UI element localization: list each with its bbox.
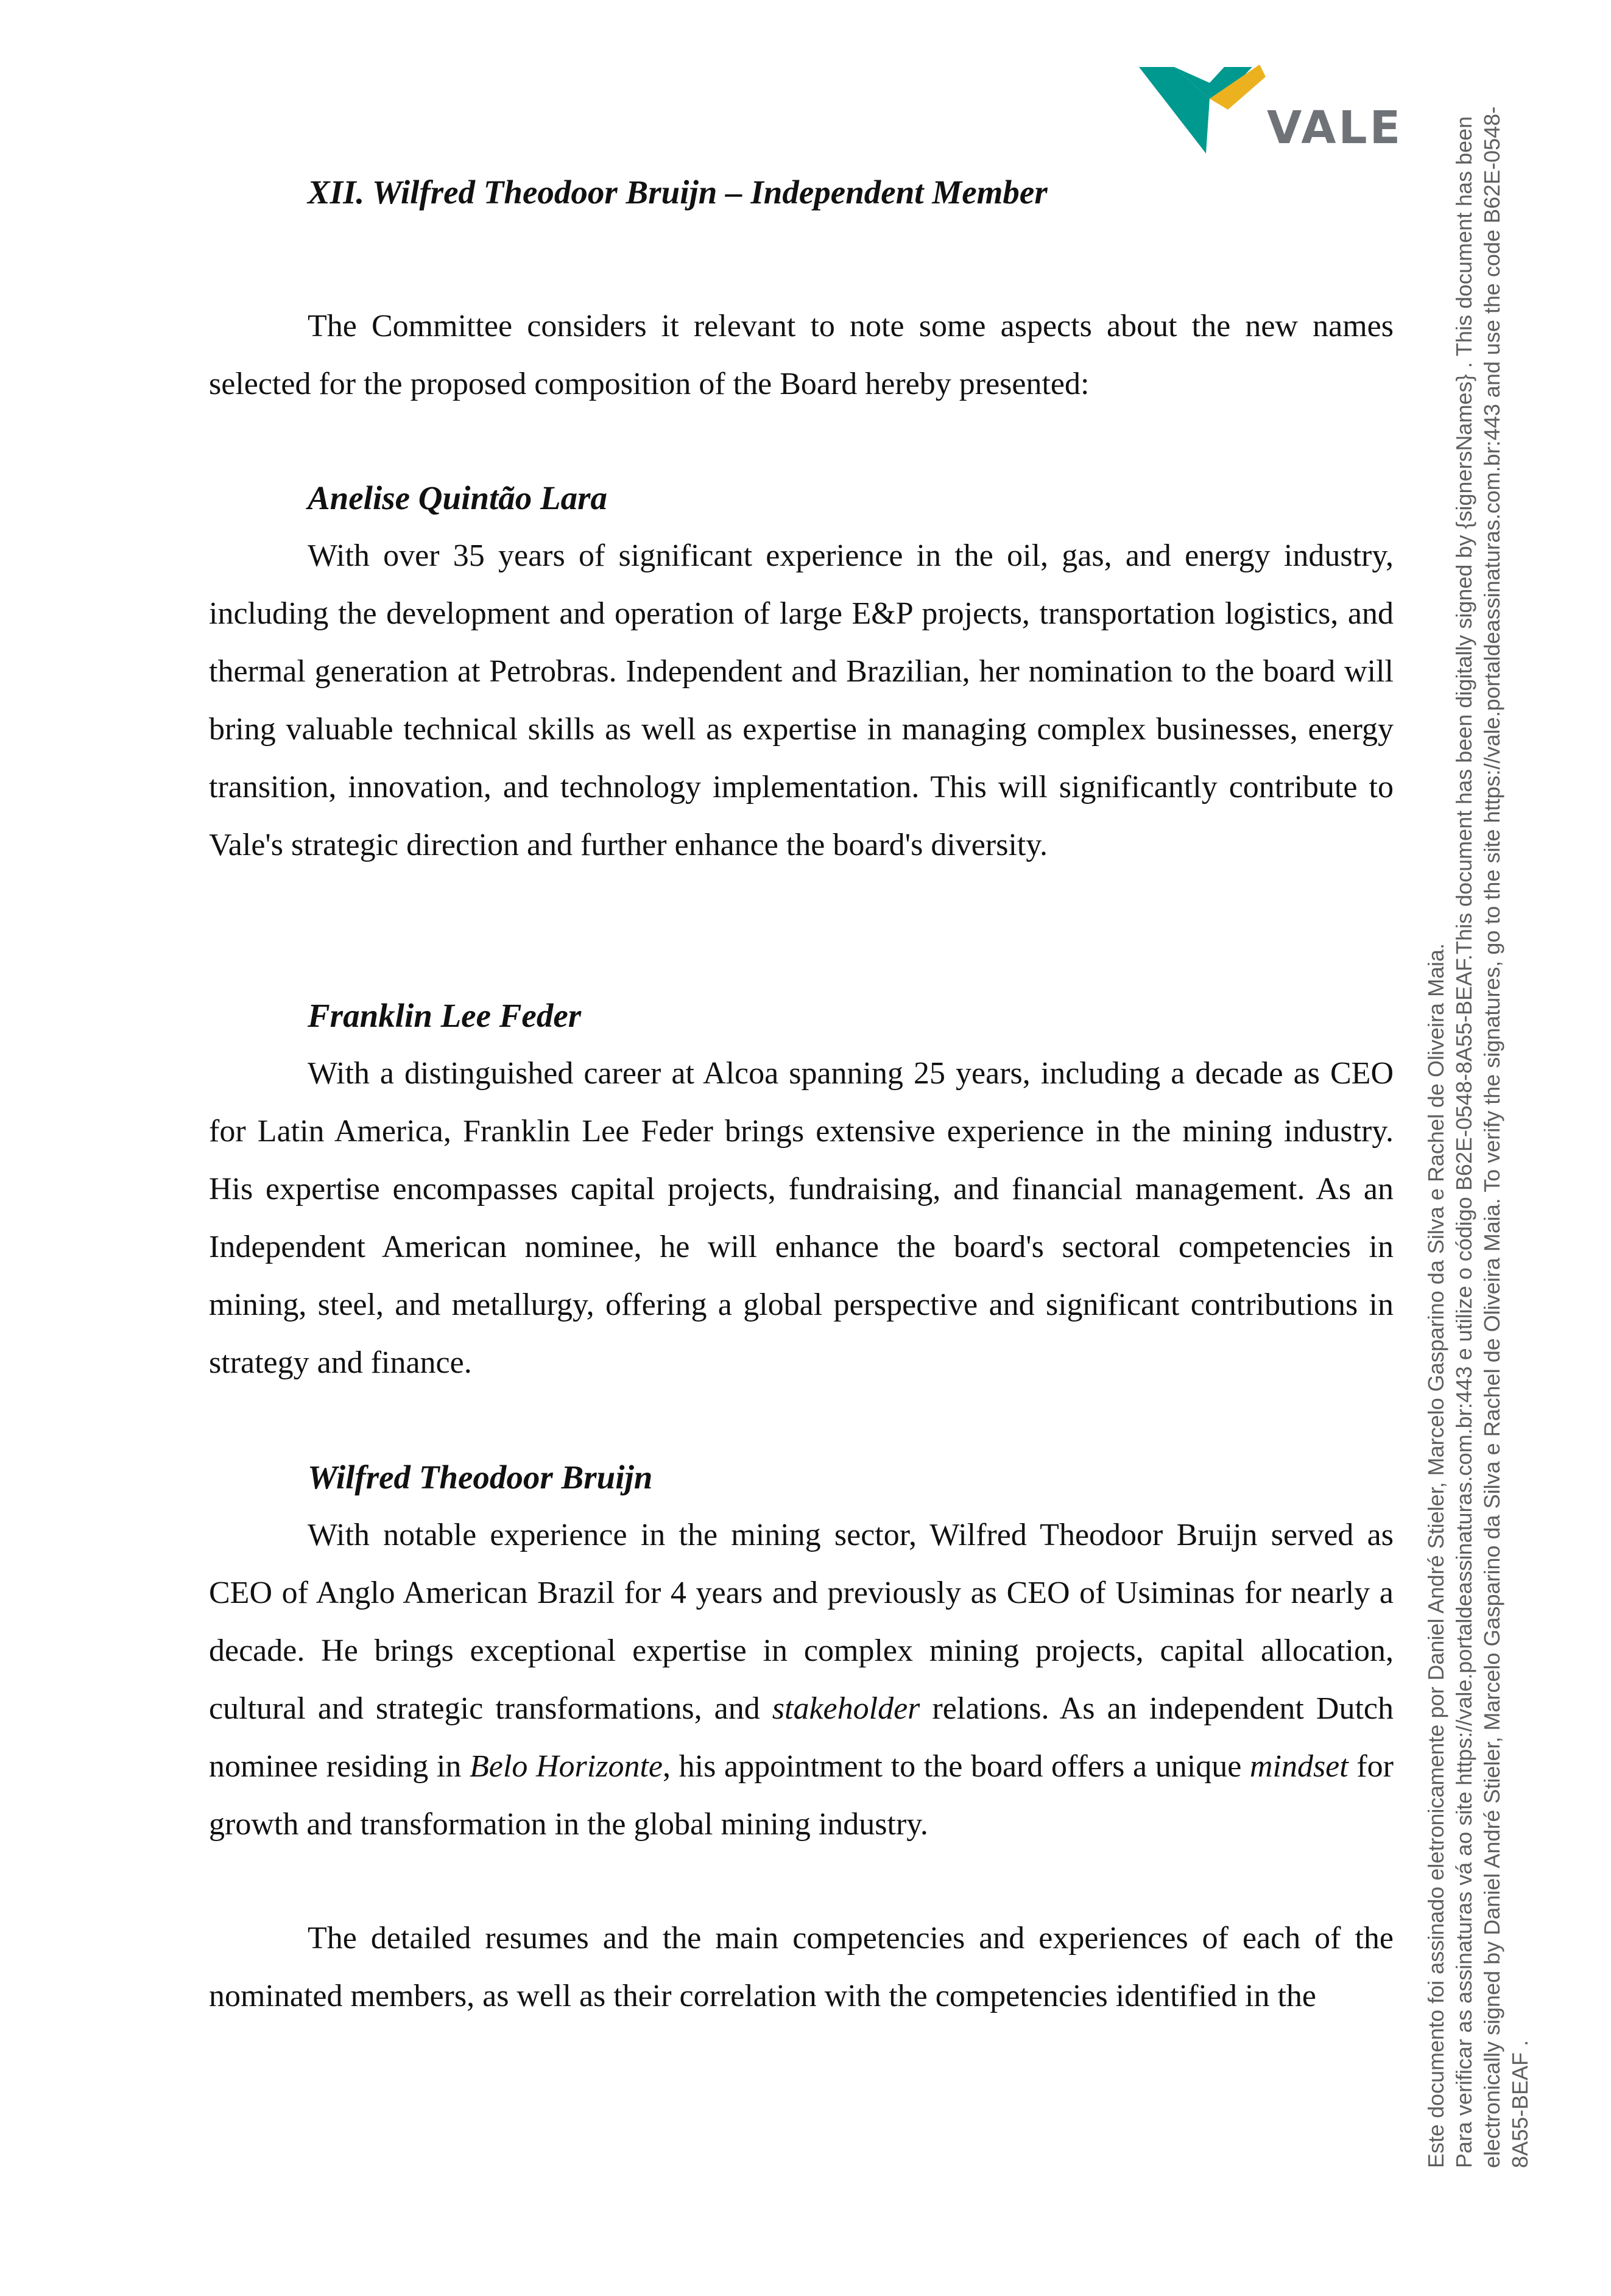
intro-block — [209, 297, 1394, 413]
nominee-name: Wilfred Theodoor Bruijn — [308, 1459, 653, 1496]
text-run: relations. As an independent Dutch nominee residing in — [209, 1691, 1394, 1784]
vale-logo — [1138, 61, 1403, 164]
closing-paragraph: The detailed resumes and the main competencies and experiences of each of the nominated members, as well as their correlation with the competencies identified in the — [209, 1921, 1394, 2013]
nominee-anelise — [209, 469, 1394, 874]
signature-verification-note — [1422, 55, 1534, 2168]
section-title: XII. Wilfred Theodoor Bruijn – Independent Member — [308, 174, 1048, 211]
nominee-wilfred — [209, 1448, 1394, 1853]
text-run: for growth and transformation in the global mining industry. — [209, 1749, 1394, 1842]
nominee-name: Anelise Quintão Lara — [308, 479, 608, 516]
vale-logo-text: VALE — [1267, 102, 1403, 154]
signature-note-line: Para verificar as assinaturas vá ao site https://vale.portaldeassinaturas.com.br:443 e utilize o código B62E-0548-8A55-BEAF.This document has been digitally signed by {signersNames} . This document has been — [1451, 116, 1476, 2168]
intro-paragraph: The Committee considers it relevant to note some aspects about the new names selected for the proposed composition of the Board hereby presented: — [209, 309, 1394, 401]
nominee-paragraph: With a distinguished career at Alcoa spanning 25 years, including a decade as CEO for Latin America, Franklin Lee Feder brings extensive experience in the mining industry. His expertise encompasses capital projects, fundraising, and financial management. As an Independent American nominee, he will enhance the board's sectoral competencies in mining, steel, and metallurgy, offering a global perspective and significant contributions in strategy and finance. — [209, 1056, 1394, 1380]
signature-note-line: Este documento foi assinado eletronicamente por Daniel André Stieler, Marcelo Gasparino da Silva e Rachel de Oliveira Maia. — [1423, 943, 1448, 2168]
closing-block — [209, 1909, 1394, 2025]
nominee-name: Franklin Lee Feder — [308, 997, 582, 1034]
nominee-franklin — [209, 987, 1394, 1392]
text-run: With notable experience in the mining sector, Wilfred Theodoor Bruijn served as CEO of Anglo American Brazil for 4 years and previously as CEO of Usiminas for nearly a decade. He brings exceptional expertise in complex mining projects, capital allocation, cultural and strategic transformations, and — [209, 1518, 1394, 1726]
signature-note-line: electronically signed by Daniel André Stieler, Marcelo Gasparino da Silva e Rachel de Oliveira Maia. To verify the signatures, go to the site https://vale.portaldeassinaturas.com.br:443 and use the code B62E-0548-8A55-BEAF . — [1479, 106, 1532, 2168]
italic-term: mindset — [1249, 1749, 1348, 1784]
italic-term: Belo Horizonte — [470, 1749, 663, 1784]
nominee-paragraph — [209, 1506, 1394, 1853]
italic-term: stakeholder — [772, 1691, 920, 1726]
text-run: , his appointment to the board offers a unique — [663, 1749, 1250, 1784]
nominee-paragraph: With over 35 years of significant experience in the oil, gas, and energy industry, including the development and operation of large E&P projects, transportation logistics, and thermal generation at Petrobras. Independent and Brazilian, her nomination to the board will bring valuable technical skills as well as expertise in managing complex businesses, energy transition, innovation, and technology implementation. This will significantly contribute to Vale's strategic direction and further enhance the board's diversity. — [209, 538, 1394, 862]
